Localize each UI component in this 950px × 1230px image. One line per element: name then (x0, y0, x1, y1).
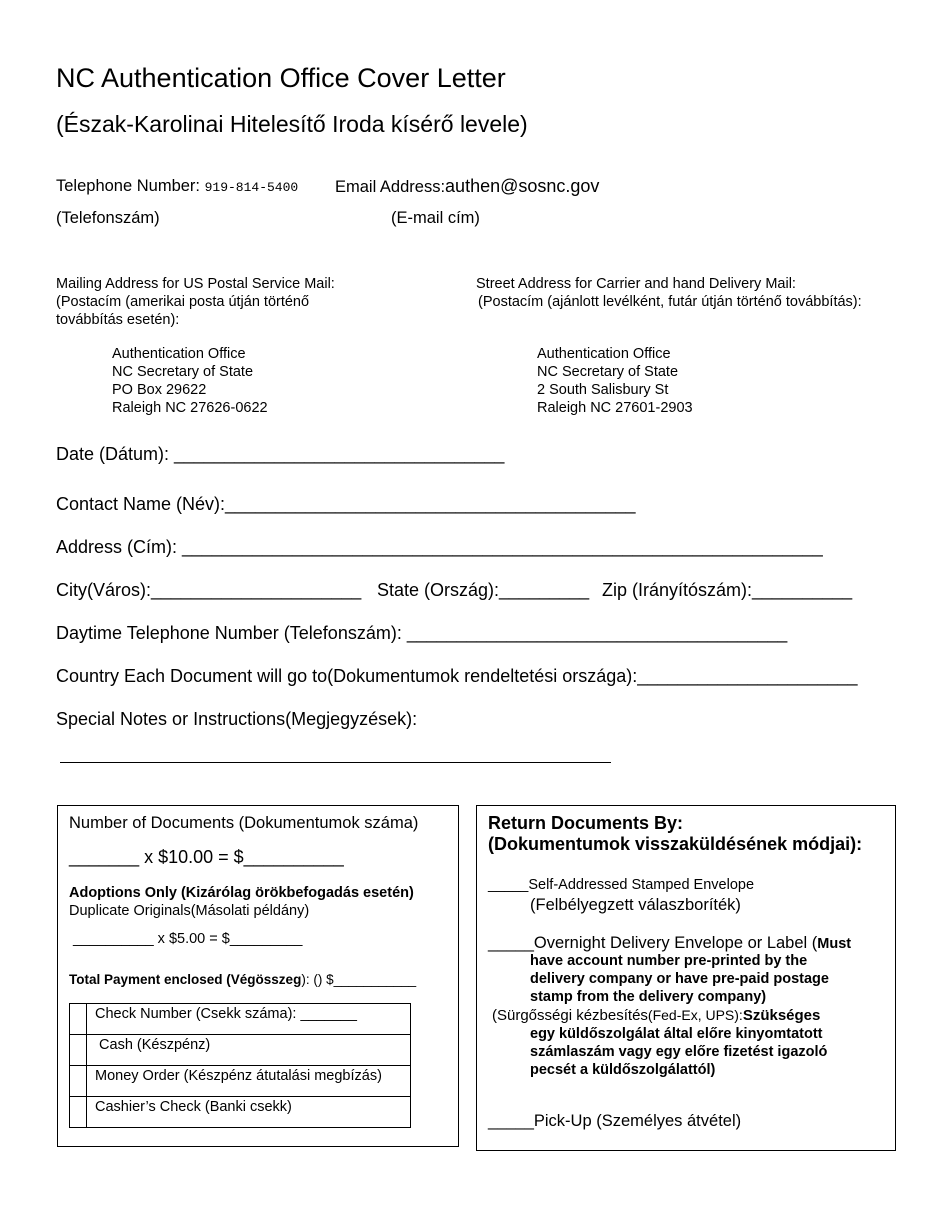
sase-option[interactable] (488, 877, 754, 893)
overnight-option[interactable] (488, 934, 851, 953)
overnight-note-2: delivery company or have pre-paid postage (530, 971, 829, 987)
pickup-blank[interactable]: _____ (488, 1112, 534, 1130)
country-field[interactable]: Country Each Document will go to(Dokumentumok rendeltetési országa):______________________ (56, 666, 858, 686)
sase-label-hu: (Felbélyegzett válaszboríték) (530, 896, 741, 914)
overnight-note-1: have account number pre-printed by the (530, 953, 808, 969)
overnight-must: Must (817, 936, 852, 952)
street-heading-hu: (Postacím (ajánlott levélként, futár útján történő továbbítás): (478, 294, 862, 310)
street-heading: Street Address for Carrier and hand Delivery Mail: (476, 276, 796, 292)
payment-method-table (69, 1003, 411, 1128)
pickup-option[interactable] (488, 1112, 741, 1131)
overnight-blank[interactable]: _____ (488, 934, 534, 952)
num-docs-label: Number of Documents (Dokumentumok száma) (69, 814, 419, 832)
zip-field[interactable]: Zip (Irányítószám):__________ (602, 580, 853, 600)
overnight-hu-note-2: számlaszám vagy egy előre fizetést igazoló (530, 1044, 828, 1060)
contact-name-field[interactable]: Contact Name (Név):_________________________________________ (56, 494, 636, 514)
overnight-hu-note-3: pecsét a küldőszolgálattól) (530, 1062, 716, 1078)
overnight-hu-note-1: egy küldőszolgálat által előre kinyomtatott (530, 1026, 823, 1042)
payment-method-label: Cashier’s Check (Banki csekk) (87, 1097, 411, 1128)
overnight-hu-bold: Szükséges (742, 1007, 821, 1024)
email-line (335, 176, 599, 197)
street-line: Raleigh NC 27601-2903 (537, 400, 693, 416)
telephone-line (56, 177, 298, 196)
duplicate-fee-line[interactable]: __________ x $5.00 = $_________ (73, 931, 303, 947)
street-line: 2 South Salisbury St (537, 382, 669, 398)
payment-method-row (70, 1004, 411, 1035)
mailing-heading-hu-2: továbbítás esetén): (56, 312, 180, 328)
sase-blank[interactable]: _____ (488, 877, 529, 893)
mailing-line: NC Secretary of State (112, 364, 254, 380)
street-line: Authentication Office (537, 346, 671, 362)
telephone-value: 919-814-5400 (204, 180, 299, 195)
overnight-hu-mid: (Fed-Ex, UPS): (647, 1007, 743, 1023)
mailing-line: PO Box 29622 (112, 382, 207, 398)
mailing-line: Raleigh NC 27626-0622 (112, 400, 268, 416)
street-line: NC Secretary of State (537, 364, 679, 380)
payment-method-label: Cash (Készpénz) (87, 1035, 411, 1066)
overnight-note-3: stamp from the delivery company) (530, 989, 767, 1005)
return-heading-1: Return Documents By: (488, 813, 684, 833)
special-notes-line[interactable] (60, 762, 611, 763)
telephone-label: Telephone Number: (56, 177, 205, 195)
sase-label: Self-Addressed Stamped Envelope (528, 877, 755, 893)
overnight-label: Overnight Delivery Envelope or Label ( (533, 934, 818, 952)
state-field[interactable]: State (Ország):_________ (377, 580, 590, 600)
duplicate-label: Duplicate Originals(Másolati példány) (69, 903, 310, 919)
daytime-phone-field[interactable]: Daytime Telephone Number (Telefonszám): ______________________________________ (56, 623, 788, 643)
payment-method-row (70, 1066, 411, 1097)
payment-method-checkbox[interactable] (70, 1004, 87, 1035)
mailing-heading-hu-1: (Postacím (amerikai posta útján történő (56, 294, 310, 310)
payment-method-checkbox[interactable] (70, 1066, 87, 1097)
pickup-label: Pick-Up (Személyes átvétel) (533, 1112, 742, 1130)
page-title: NC Authentication Office Cover Letter (56, 63, 506, 93)
mailing-line: Authentication Office (112, 346, 246, 362)
fee-line[interactable]: _______ x $10.00 = $__________ (69, 847, 344, 867)
address-field[interactable]: Address (Cím): ________________________________________________________________ (56, 537, 823, 557)
payment-method-row (70, 1035, 411, 1066)
mailing-heading: Mailing Address for US Postal Service Mail: (56, 276, 335, 292)
page-subtitle: (Észak-Karolinai Hitelesítő Iroda kísérő levele) (56, 111, 528, 137)
overnight-hu-prefix: (Sürgősségi kézbesítés (492, 1007, 648, 1024)
payment-method-label: Money Order (Készpénz átutalási megbízás) (87, 1066, 411, 1097)
email-label: Email Address: (335, 178, 446, 196)
payment-method-checkbox[interactable] (70, 1097, 87, 1128)
special-notes-label: Special Notes or Instructions(Megjegyzések): (56, 709, 418, 729)
street-address-block (537, 345, 693, 417)
overnight-hu-line (492, 1007, 820, 1024)
payment-method-label: Check Number (Csekk száma): _______ (87, 1004, 411, 1035)
telephone-label-hu: (Telefonszám) (56, 209, 160, 227)
email-value: authen@sosnc.gov (445, 176, 600, 196)
payment-method-row (70, 1097, 411, 1128)
total-payment-line[interactable] (69, 972, 416, 987)
total-label-bold: Total Payment enclosed (Végösszeg (69, 972, 302, 987)
date-field[interactable]: Date (Dátum): _________________________________ (56, 444, 505, 464)
adoptions-label: Adoptions Only (Kizárólag örökbefogadás esetén) (69, 885, 414, 901)
return-heading-2: (Dokumentumok visszaküldésének módjai): (488, 834, 863, 854)
email-label-hu: (E-mail cím) (391, 209, 480, 227)
payment-method-checkbox[interactable] (70, 1035, 87, 1066)
mailing-address-block (112, 345, 268, 417)
total-label-rest: ): () $___________ (301, 972, 417, 987)
city-field[interactable]: City(Város):_____________________ (56, 580, 362, 600)
